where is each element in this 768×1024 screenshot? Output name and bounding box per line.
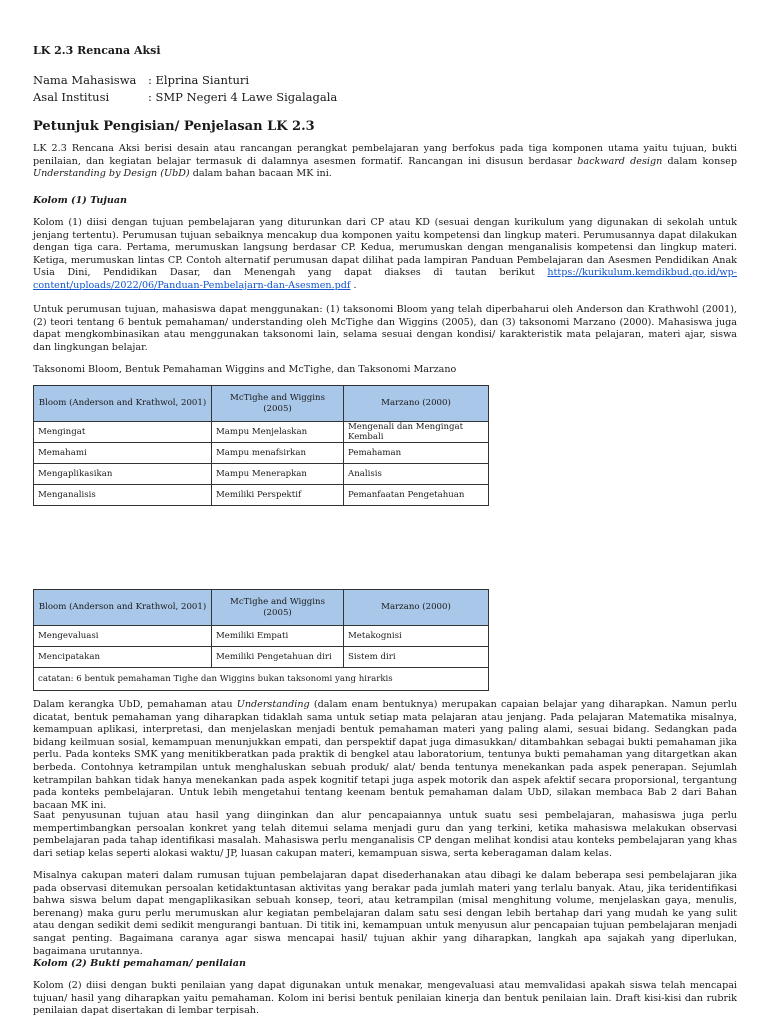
header-bloom: Bloom (Anderson and Krathwol, 2001)	[34, 590, 212, 626]
table-cell: Pemanfaatan Pengetahuan	[344, 485, 489, 506]
table-header-row	[34, 590, 489, 626]
cakupan-paragraph: Misalnya cakupan materi dalam rumusan tujuan pembelajaran dapat disederhanakan atau dibagi ke dalam beberapa sesi pembelajaran jika pada observasi ditemukan persoalan ketidaktuntasan aktivitas yang berakar pada jumlah materi yang terlalu banyak. Atau, jika teridentifikasi bahwa siswa belum dapat mengaplikasikan sebuah konsep, teori, atau ketrampilan (misal menghitung volume, menjelaskan gaya, menulis, berenang) maka guru perlu merumuskan alur kegiatan pembelajaran dalam satu sesi dengan lebih bertahap dari yang mudah ke yang sulit atau dengan sedikit demi sedikit mengurangi bantuan. Di titik ini, kemampuan untuk menyusun alur pencapaian tujuan pembelajaran menjadi sangat penting. Bagaimana caranya agar siswa mencapai hasil/ tujuan akhir yang diharapkan, langkah apa sajakah yang diperlukan, bagaimana urutannya.	[33, 870, 737, 957]
table-cell: Memiliki Empati	[212, 626, 344, 647]
info-label: Asal Institusi	[33, 90, 110, 104]
taxonomy-table-2	[33, 589, 489, 691]
intro-paragraph: LK 2.3 Rencana Aksi berisi desain atau rancangan perangkat pembelajaran yang berfokus pada tiga komponen utama yaitu tujuan, bukti penilaian, dan kegiatan belajar termasuk di dalamnya asesmen formatif. Rancangan ini disusun berdasar backward design dalam konsep Understanding by Design (UbD) dalam bahan bacaan MK ini.	[33, 143, 738, 180]
table-cell: Memahami	[34, 443, 212, 464]
table-cell: Mengevaluasi	[34, 626, 212, 647]
table-cell: Memiliki Pengetahuan diri	[212, 647, 344, 668]
taxonomy-paragraph: Untuk perumusan tujuan, mahasiswa dapat menggunakan: (1) taksonomi Bloom yang telah diperbaharui oleh Anderson dan Krathwohl (2001), (2) teori tentang 6 bentuk pemahaman/ understanding oleh McTighe dan Wiggins (2005), dan (3) taksonomi Marzano (2000). Mahasiswa juga dapat mengkombinasikan atau menggunakan taksonomi lain, selama sesuai dengan kondisi/ karakteristik mata pelajaran, materi ajar, siswa dan lingkungan belajar.	[33, 304, 737, 353]
header-bloom: Bloom (Anderson and Krathwol, 2001)	[34, 386, 212, 422]
ubd-paragraph: Dalam kerangka UbD, pemahaman atau Understanding (dalam enam bentuknya) merupakan capaian belajar yang diharapkan. Namun perlu dicatat, bentuk pemahaman yang diharapkan tidaklah sama untuk setiap mata pelajaran atau jenjang. Pada pelajaran Matematika misalnya, kemampuan aplikasi, interpretasi, dan menjelaskan menjadi bentuk pemahaman materi yang paling alami, sesuai bidang. Sedangkan pada bidang keilmuan sosial, kemampuan menunjukkan empati, dan perspektif dapat juga dimasukkan/ ditambahkan sebagai bukti pemahaman jika perlu. Pada konteks SMK yang menitikberatkan pada praktik di bengkel atau laboratorium, tentunya bukti pemahaman yang ditargetkan akan berbeda. Contohnya ketrampilan untuk menghaluskan sebuah produk/ alat/ benda tentunya menekankan pada aspek penerapan. Sejumlah ketrampilan bahkan tidak hanya menekankan pada aspek kognitif tetapi juga aspek motorik dan aspek afektif secara proporsional, tergantung pada konteks pembelajaran. Untuk lebih mengetahui tentang keenam bentuk pemahaman dalam UbD, silakan membaca Bab 2 dari Bahan bacaan MK ini.	[33, 699, 738, 811]
panduan-link[interactable]: https://kurikulum.kemdikbud.go.id/wp-content/uploads/2022/06/Panduan-Pembelajarn-dan-Asesmen.pdf	[33, 267, 737, 291]
section-title: Petunjuk Pengisian/ Penjelasan LK 2.3	[33, 119, 315, 134]
table-cell: Mengaplikasikan	[34, 464, 212, 485]
info-label: Nama Mahasiswa	[33, 73, 137, 87]
header-marzano: Marzano (2000)	[344, 386, 489, 422]
table-cell: Mencipatakan	[34, 647, 212, 668]
kolom1-heading: Kolom (1) Tujuan	[33, 195, 128, 206]
table-cell: Metakognisi	[344, 626, 489, 647]
kolom2-heading: Kolom (2) Bukti pemahaman/ penilaian	[33, 958, 246, 969]
table-row	[34, 485, 489, 506]
table-cell: Mampu menafsirkan	[212, 443, 344, 464]
penyusunan-paragraph: Saat penyusunan tujuan atau hasil yang diinginkan dan alur pencapaiannya untuk suatu sesi pembelajaran, mahasiswa juga perlu mempertimbangkan persoalan konkret yang telah ditemui selama menjadi guru dan yang terkini, ketika mahasiswa melakukan observasi pembelajaran pada tahap identifikasi masalah. Mahasiswa perlu menganalisis CP dengan melihat kondisi atau konteks pembelajaran yang khas dari setiap kelas seperti alokasi waktu/ JP, luasan cakupan materi, kemampuan siswa, serta keberagaman dalam kelas.	[33, 810, 737, 859]
student-info	[33, 72, 737, 106]
table-caption: Taksonomi Bloom, Bentuk Pemahaman Wiggins and McTighe, dan Taksonomi Marzano	[33, 364, 457, 375]
document-title: LK 2.3 Rencana Aksi	[33, 44, 161, 57]
table-cell: Mengingat	[34, 422, 212, 443]
table-cell: Pemahaman	[344, 443, 489, 464]
table-cell: Memiliki Perspektif	[212, 485, 344, 506]
info-row-institution	[33, 89, 737, 106]
table-cell: Mampu Menjelaskan	[212, 422, 344, 443]
table-cell: Sistem diri	[344, 647, 489, 668]
table-header-row	[34, 386, 489, 422]
table-row	[34, 647, 489, 668]
table-row	[34, 464, 489, 485]
header-marzano: Marzano (2000)	[344, 590, 489, 626]
table-row	[34, 626, 489, 647]
info-value: : Elprina Sianturi	[148, 73, 250, 87]
header-mctighe: McTighe and Wiggins (2005)	[212, 386, 344, 422]
table-cell: Mampu Menerapkan	[212, 464, 344, 485]
info-value: : SMP Negeri 4 Lawe Sigalagala	[148, 90, 338, 104]
table-row	[34, 443, 489, 464]
kolom1-paragraph: Kolom (1) diisi dengan tujuan pembelajaran yang diturunkan dari CP atau KD (sesuai dengan kurikulum yang digunakan di sekolah untuk jenjang tertentu). Perumusan tujuan sebaiknya mencakup dua komponen yaitu kompetensi dan lingkup materi. Perumusannya dapat dilakukan dengan tiga cara. Pertama, merumuskan langsung berdasar CP. Kedua, merumuskan dengan menganalisis kompetensi dan lingkup materi. Ketiga, merumuskan lintas CP. Contoh alternatif perumusan dapat dilihat pada lampiran Panduan Pembelajaran dan Asesmen Pendidikan Anak Usia Dini, Pendidikan Dasar, dan Menengah yang dapat diakses di tautan berikut https://kurikulum.kemdikbud.go.id/wp-content/uploads/2022/06/Panduan-Pembelajarn-dan-Asesmen.pdf .	[33, 217, 737, 291]
table-cell: Analisis	[344, 464, 489, 485]
taxonomy-table-1	[33, 385, 489, 506]
table-note: catatan: 6 bentuk pemahaman Tighe dan Wiggins bukan taksonomi yang hirarkis	[34, 668, 489, 691]
table-cell: Mengenali dan Mengingat Kembali	[344, 422, 489, 443]
header-mctighe: McTighe and Wiggins (2005)	[212, 590, 344, 626]
info-row-name	[33, 72, 737, 89]
table-cell: Menganalisis	[34, 485, 212, 506]
kolom2-paragraph: Kolom (2) diisi dengan bukti penilaian yang dapat digunakan untuk menakar, mengevaluasi atau memvalidasi apakah siswa telah mencapai tujuan/ hasil yang diharapkan yaitu pemahaman. Kolom ini berisi bentuk penilaian kinerja dan bentuk penilaian lain. Draft kisi-kisi dan rubrik penilaian dapat disertakan di lembar terpisah.	[33, 980, 737, 1017]
table-row	[34, 422, 489, 443]
table-note-row	[34, 668, 489, 691]
